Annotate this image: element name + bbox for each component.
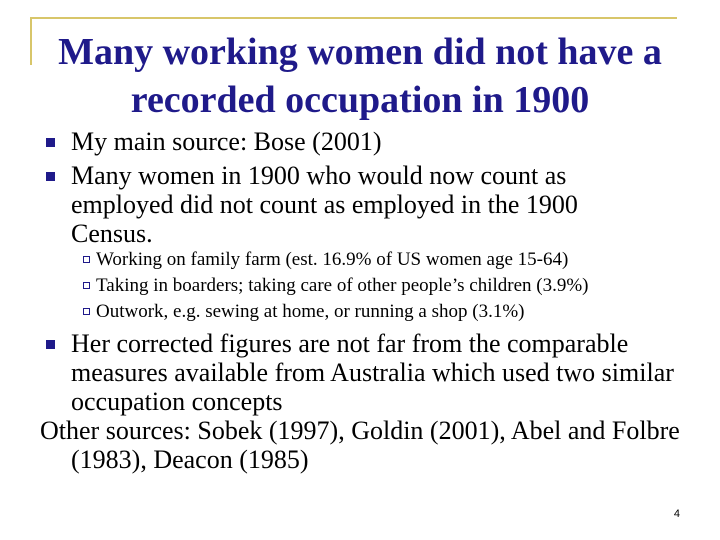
- bullet-text: Her corrected figures are not far from the comparable measures available from Australia which used two similar occupation concepts: [71, 329, 674, 416]
- bullet-item: [40, 127, 690, 156]
- hollow-square-bullet-icon: [83, 256, 90, 263]
- sub-bullet-item: [72, 300, 692, 323]
- bullet-item: [40, 329, 685, 416]
- sub-bullet-text: Outwork, e.g. sewing at home, or running a shop (3.1%): [96, 301, 525, 322]
- square-bullet-icon: [46, 340, 55, 349]
- hollow-square-bullet-icon: [83, 282, 90, 289]
- sub-bullet-text: Working on family farm (est. 16.9% of US women age 15-64): [96, 249, 569, 270]
- page-number: 4: [673, 508, 680, 520]
- bullet-text: My main source: Bose (2001): [71, 127, 382, 156]
- sub-bullet-item: [72, 248, 692, 271]
- square-bullet-icon: [46, 172, 55, 181]
- other-sources: Other sources: Sobek (1997), Goldin (2001), Abel and Folbre (1983), Deacon (1985): [40, 416, 680, 474]
- sub-bullet-item: [72, 274, 692, 297]
- hollow-square-bullet-icon: [83, 308, 90, 315]
- slide-title: Many working women did not have a recorded occupation in 1900: [58, 31, 662, 121]
- sub-bullet-text: Taking in boarders; taking care of other people’s children (3.9%): [96, 275, 589, 296]
- bullet-text: Many women in 1900 who would now count as employed did not count as employed in the 1900 Census.: [71, 161, 578, 248]
- bullet-item: [40, 161, 640, 248]
- square-bullet-icon: [46, 138, 55, 147]
